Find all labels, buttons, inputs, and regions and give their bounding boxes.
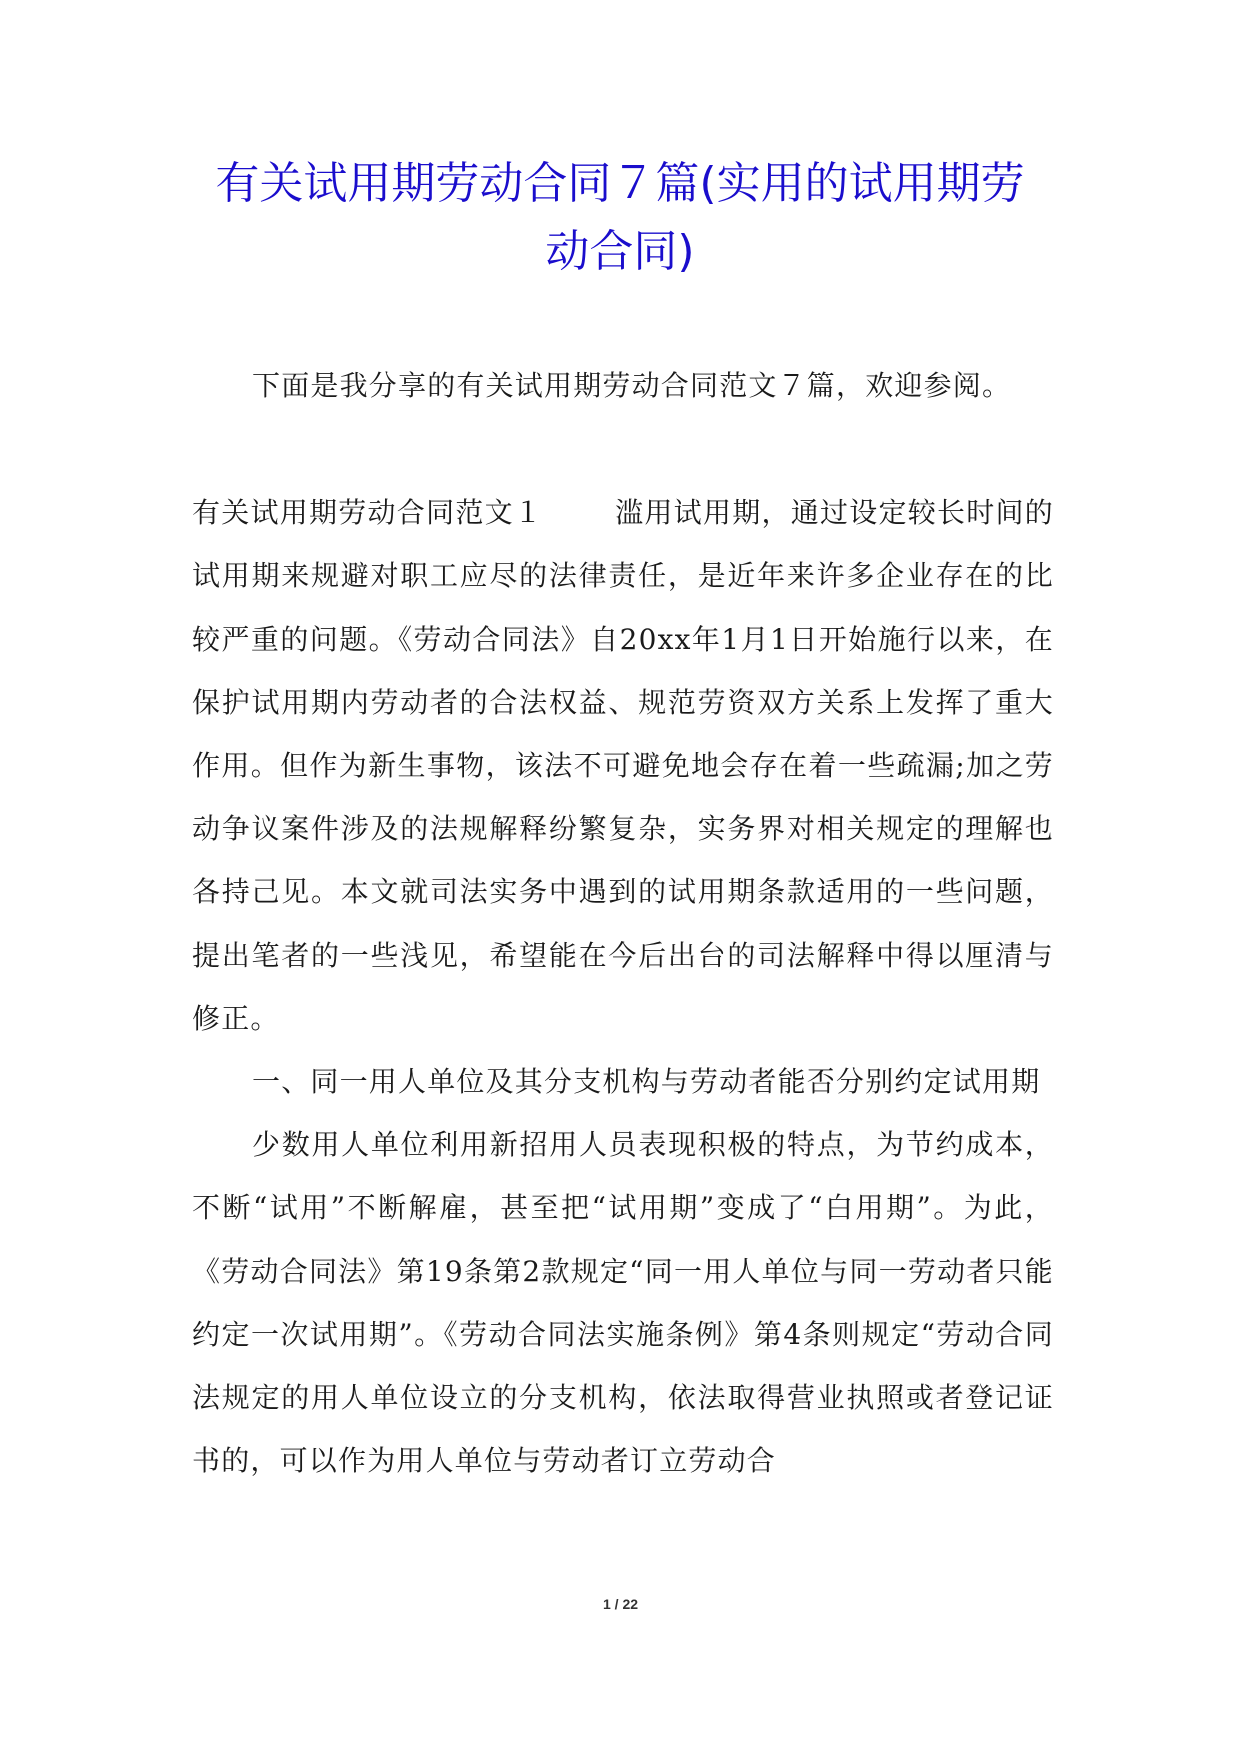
- document-title: [150, 150, 1090, 286]
- section-1-label: 有关试用期劳动合同范文１: [192, 496, 544, 530]
- page-indicator: 1 / 22: [602, 1596, 639, 1612]
- heading-1: 一、同一用人单位及其分支机构与劳动者能否分别约定试用期: [252, 1065, 1041, 1099]
- title-line-2: 动合同): [545, 226, 695, 277]
- section-1-paragraph: [192, 481, 1054, 1050]
- document-body: [192, 354, 1054, 1492]
- section-1-text: 滥用试用期，通过设定较长时间的试用期来规避对职工应尽的法律责任，是近年来许多企业存在的比较严重的问题。《劳动合同法》自20xx年1月1日开始施行以来，在保护试用期内劳动者的合法权益、规范劳资双方关系上发挥了重大作用。但作为新生事物，该法不可避免地会存在着一些疏漏;加之劳动争议案件涉及的法规解释纷繁复杂，实务界对相关规定的理解也各持己见。本文就司法实务中遇到的试用期条款适用的一些问题，提出笔者的一些浅见，希望能在今后出台的司法解释中得以厘清与修正。: [192, 496, 1054, 1035]
- intro-paragraph: 下面是我分享的有关试用期劳动合同范文７篇，欢迎参阅。: [252, 369, 1012, 402]
- paragraph-2: 少数用人单位利用新招用人员表现积极的特点，为节约成本，不断“试用”不断解雇，甚至把“试用期”变成了“白用期”。为此，《劳动合同法》第19条第2款规定“同一用人单位与同一劳动者只能约定一次试用期”。《劳动合同法实施条例》第4条则规定“劳动合同法规定的用人单位设立的分支机构，依法取得营业执照或者登记证书的，可以作为用人单位与劳动者订立劳动合: [192, 1128, 1054, 1478]
- title-line-1: 有关试用期劳动合同７篇(实用的试用期劳: [215, 158, 1025, 209]
